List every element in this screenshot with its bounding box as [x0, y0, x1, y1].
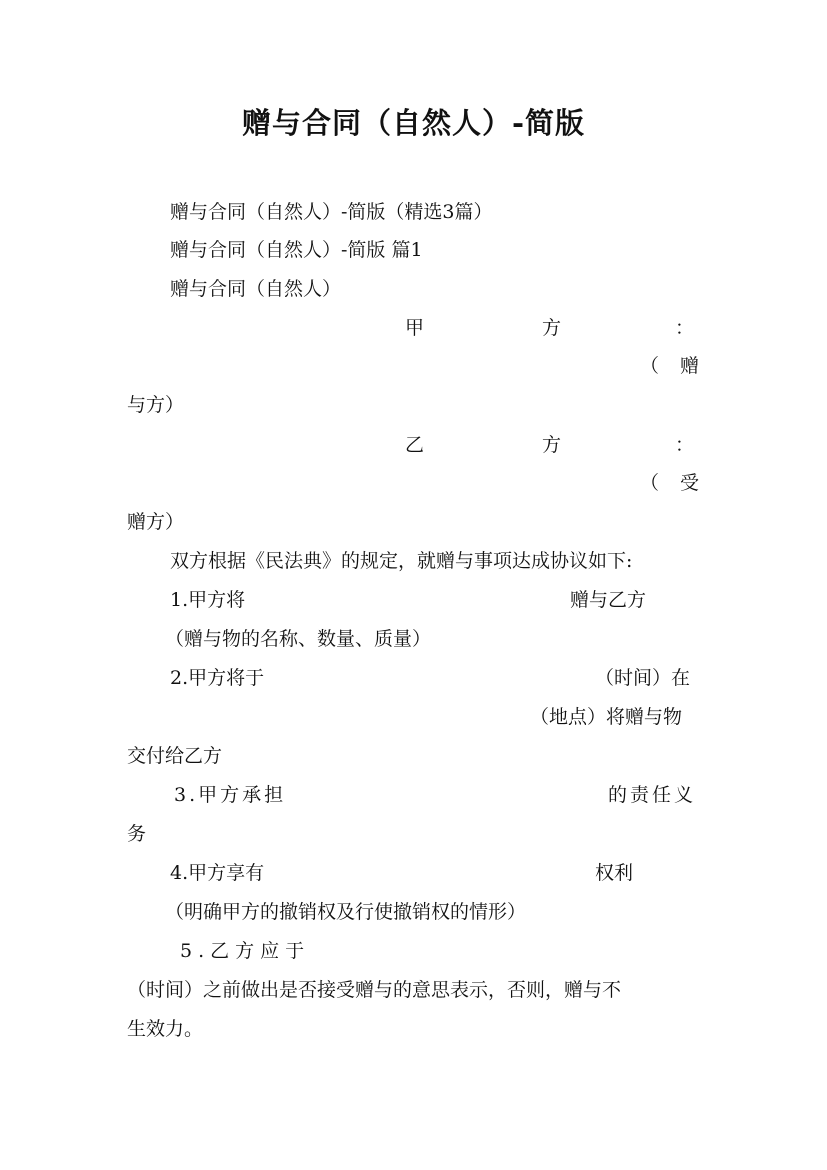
clause-4-end: 权利 — [595, 862, 634, 884]
party-b-char1: 乙 — [405, 434, 425, 456]
intro-paragraph: 双方根据《民法典》的规定，就赠与事项达成协议如下: — [170, 550, 633, 572]
party-a-role-rest: 与方） — [127, 394, 185, 416]
party-a-char2: 方 — [542, 317, 562, 339]
clause-5-start: 5.乙方应于 — [180, 940, 311, 962]
party-a-char1: 甲 — [405, 317, 425, 339]
clause-4-note: （明确甲方的撤销权及行使撤销权的情形） — [165, 901, 527, 923]
party-a-role-open: （ — [640, 355, 660, 377]
party-b-colon: ： — [675, 434, 695, 456]
clause-2-rest: 交付给乙方 — [127, 745, 223, 767]
party-a-colon: ： — [675, 317, 695, 339]
subtitle: 赠与合同（自然人）-简版（精选3篇） — [170, 201, 493, 223]
party-b-role-open: （ — [640, 472, 660, 494]
clause-2-place: （地点）将赠与物 — [530, 706, 683, 728]
clause-5-line2: （时间）之前做出是否接受赠与的意思表示，否则，赠与不 — [127, 979, 622, 1001]
party-b-char2: 方 — [542, 434, 562, 456]
document-title: 赠与合同（自然人）-简版 — [241, 106, 586, 140]
party-b-role-first: 受 — [680, 472, 700, 494]
party-a-role-first: 赠 — [680, 355, 700, 377]
clause-2-time: （时间）在 — [595, 667, 691, 689]
clause-3-start: 3.甲方承担 — [174, 784, 287, 806]
clause-2-start: 2.甲方将于 — [170, 667, 265, 689]
section-heading: 赠与合同（自然人）-简版 篇1 — [170, 239, 423, 261]
party-b-role-rest: 赠方） — [127, 511, 185, 533]
clause-5-line3: 生效力。 — [127, 1018, 204, 1040]
clause-3-end: 的责任义 — [608, 784, 697, 806]
clause-3-rest: 务 — [127, 823, 147, 845]
clause-1-note: （赠与物的名称、数量、质量） — [165, 628, 432, 650]
clause-4-start: 4.甲方享有 — [170, 862, 265, 884]
contract-name: 赠与合同（自然人） — [170, 278, 342, 300]
clause-1-start: 1.甲方将 — [170, 589, 246, 611]
clause-1-end: 赠与乙方 — [570, 589, 647, 611]
